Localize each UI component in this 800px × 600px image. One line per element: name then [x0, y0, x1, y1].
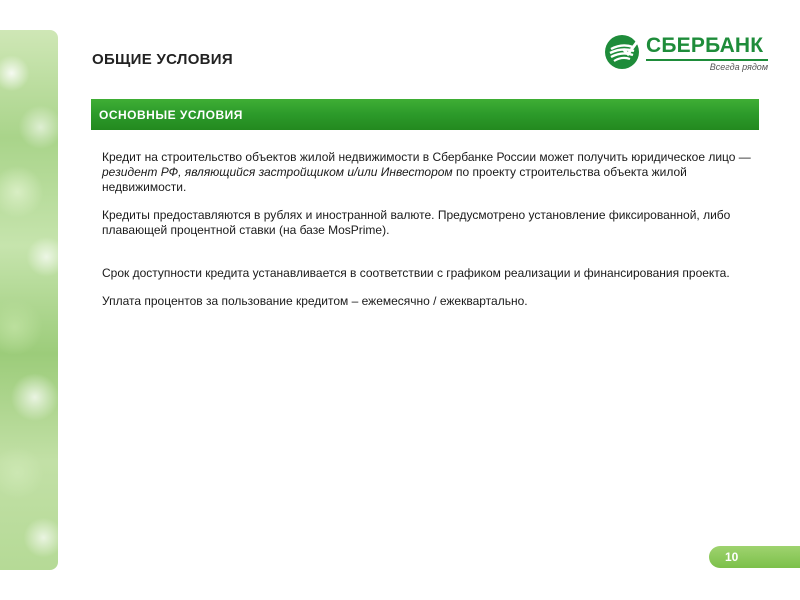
paragraph-currency: Кредиты предоставляются в рублях и иностранной валюте. Предусмотрено установление фиксированной, либо плавающей процентной ставки (на базе MosPrime). [102, 208, 731, 237]
sberbank-logo-icon [604, 34, 640, 70]
section-header-bar [91, 99, 759, 130]
logo-divider [646, 59, 768, 61]
paragraph-interest: Уплата процентов за пользование кредитом – ежемесячно / ежеквартально. [102, 294, 528, 308]
page-title: ОБЩИЕ УСЛОВИЯ [92, 51, 233, 68]
logo-name: СБЕРБАНК [646, 34, 764, 57]
section-header-label: ОСНОВНЫЕ УСЛОВИЯ [99, 108, 243, 122]
content-body [102, 150, 754, 322]
paragraph-borrower-text-c: по проекту строительства объекта жилой недвижимости. [102, 165, 687, 194]
page-number-badge [709, 546, 800, 568]
paragraph-borrower-emphasis: резидент РФ, являющийся застройщиком и/или Инвестором [102, 165, 453, 179]
logo-slogan: Всегда рядом [709, 62, 768, 72]
paragraph-borrower [102, 150, 754, 195]
paragraph-borrower-text-a: Кредит на строительство объектов жилой недвижимости в Сбербанке России может получить юридическое лицо — [102, 150, 751, 164]
sberbank-logo [604, 32, 770, 76]
decorative-green-strip [0, 30, 58, 570]
paragraph-availability: Срок доступности кредита устанавливается в соответствии с графиком реализации и финансирования проекта. [102, 266, 730, 280]
page-number: 10 [725, 550, 739, 564]
